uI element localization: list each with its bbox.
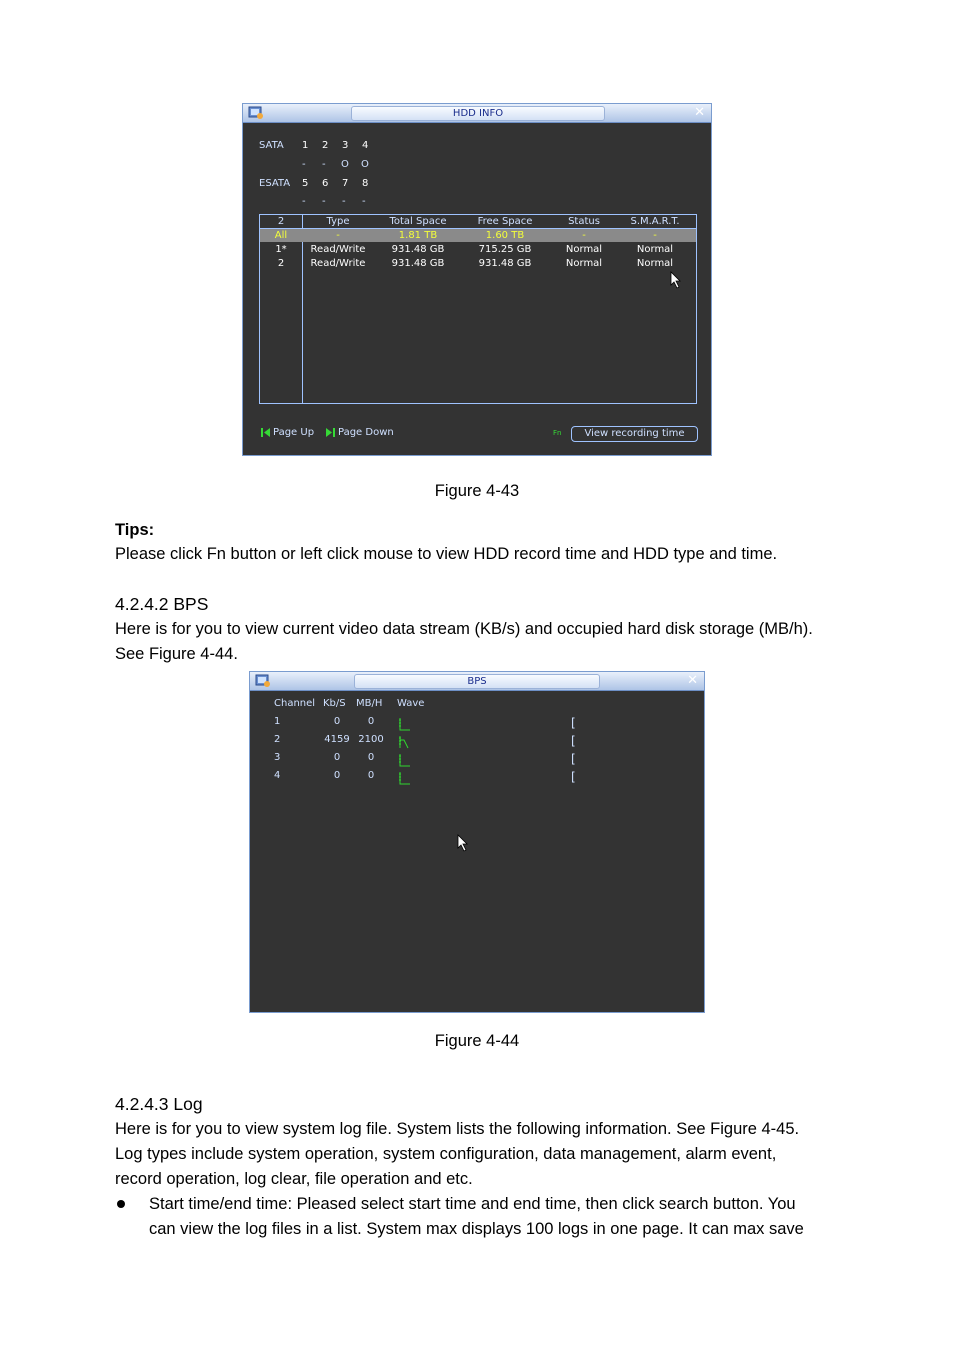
list-item — [250, 716, 706, 732]
bracket-marker: [ — [571, 770, 576, 784]
table-header — [260, 215, 696, 229]
esata-status-6: - — [322, 196, 326, 207]
tips-heading: Tips: — [115, 521, 155, 539]
wave-graph — [398, 770, 412, 786]
wave-graph — [398, 734, 412, 750]
view-recording-time-button[interactable]: View recording time — [571, 426, 698, 442]
esata-status-5: - — [302, 196, 306, 207]
paragraph: Log types include system operation, system configuration, data management, alarm event, — [115, 1145, 777, 1163]
channel-number: 2 — [274, 734, 281, 745]
header-smart: S.M.A.R.T. — [630, 216, 680, 227]
bullet-icon — [117, 1200, 125, 1208]
mbh-value: 0 — [367, 770, 375, 781]
kbs-value: 0 — [333, 770, 341, 781]
cell-free-space: 931.48 GB — [478, 258, 532, 269]
page-down-label[interactable]: Page Down — [338, 427, 394, 438]
title-bar[interactable] — [250, 672, 704, 691]
cell-disk: 1* — [275, 244, 287, 255]
cell-free-space: 1.60 TB — [485, 230, 525, 241]
bullet-text: Start time/end time: Pleased select start time and end time, then click search button. You — [149, 1195, 796, 1213]
close-icon[interactable]: ✕ — [687, 673, 698, 688]
mouse-cursor-icon — [457, 834, 469, 852]
cell-smart: Normal — [636, 258, 674, 269]
sata-port-3: 3 — [342, 140, 349, 151]
app-logo-icon — [248, 105, 264, 120]
hdd-table — [259, 214, 697, 404]
header-free-space: Free Space — [477, 216, 533, 227]
list-item — [250, 752, 706, 768]
header-channel: Channel — [274, 698, 316, 709]
table-row[interactable] — [260, 229, 696, 242]
cell-type: Read/Write — [310, 258, 366, 269]
cell-total-space: 1.81 TB — [398, 230, 438, 241]
esata-status-7: - — [342, 196, 346, 207]
close-icon[interactable]: ✕ — [694, 105, 705, 120]
paragraph: Here is for you to view current video data stream (KB/s) and occupied hard disk storage (MB/h). — [115, 620, 813, 638]
window-title: HDD INFO — [351, 106, 605, 121]
cell-free-space: 715.25 GB — [478, 244, 532, 255]
cell-type: Read/Write — [310, 244, 366, 255]
paragraph: record operation, log clear, file operation and etc. — [115, 1170, 473, 1188]
esata-port-8: 8 — [362, 178, 369, 189]
cell-smart: Normal — [636, 244, 674, 255]
cell-status: Normal — [565, 258, 603, 269]
paragraph: Here is for you to view system log file. System lists the following information. See Figure 4-45. — [115, 1120, 800, 1138]
table-row[interactable] — [260, 243, 696, 256]
esata-port-7: 7 — [342, 178, 349, 189]
fn-label: Fn — [553, 429, 562, 437]
cell-status: - — [582, 230, 586, 241]
esata-port-5: 5 — [302, 178, 309, 189]
mouse-cursor-icon — [670, 271, 682, 289]
cell-status: Normal — [565, 244, 603, 255]
page-down-icon[interactable] — [325, 428, 335, 437]
page-up-icon[interactable] — [261, 428, 271, 437]
header-disk-count: 2 — [277, 216, 285, 227]
sata-status-2: - — [322, 159, 326, 170]
kbs-value: 0 — [333, 752, 341, 763]
list-item — [250, 770, 706, 786]
page-up-label[interactable]: Page Up — [273, 427, 315, 438]
list-item — [250, 734, 706, 750]
esata-port-6: 6 — [322, 178, 329, 189]
header-type: Type — [326, 216, 350, 227]
section-heading: 4.2.4.2 BPS — [115, 594, 209, 614]
cell-type: - — [336, 230, 340, 241]
header-wave: Wave — [397, 698, 425, 709]
header-status: Status — [568, 216, 600, 227]
kbs-value: 4159 — [324, 734, 350, 745]
app-logo-icon — [255, 673, 271, 688]
header-kbs: Kb/S — [323, 698, 346, 709]
esata-status-8: - — [362, 196, 366, 207]
bracket-marker: [ — [571, 716, 576, 730]
window-title: BPS — [354, 674, 600, 689]
figure-caption: Figure 4-44 — [434, 1032, 520, 1050]
cell-disk: All — [274, 230, 288, 241]
channel-number: 4 — [274, 770, 281, 781]
paragraph: See Figure 4-44. — [115, 645, 238, 663]
mbh-value: 0 — [367, 752, 375, 763]
header-mbh: MB/H — [356, 698, 383, 709]
bullet-text: can view the log files in a list. System max displays 100 logs in one page. It can max save — [149, 1220, 804, 1238]
hdd-info-window — [242, 103, 712, 456]
table-row[interactable] — [260, 257, 696, 270]
sata-port-1: 1 — [302, 140, 309, 151]
cell-total-space: 931.48 GB — [391, 244, 445, 255]
esata-label: ESATA — [259, 178, 291, 189]
bracket-marker: [ — [571, 752, 576, 766]
title-bar[interactable] — [243, 104, 711, 123]
channel-number: 3 — [274, 752, 281, 763]
sata-status-1: - — [302, 159, 306, 170]
figure-caption: Figure 4-43 — [434, 482, 520, 500]
cell-smart: - — [653, 230, 657, 241]
header-total-space: Total Space — [389, 216, 447, 227]
sata-status-3[interactable]: O — [341, 159, 349, 170]
bps-window — [249, 671, 705, 1013]
sata-port-4: 4 — [362, 140, 369, 151]
mbh-value: 0 — [367, 716, 375, 727]
mbh-value: 2100 — [358, 734, 384, 745]
sata-port-2: 2 — [322, 140, 329, 151]
cell-total-space: 931.48 GB — [391, 258, 445, 269]
cell-disk: 2 — [277, 258, 285, 269]
sata-status-4[interactable]: O — [361, 159, 369, 170]
wave-graph — [398, 752, 412, 768]
channel-number: 1 — [274, 716, 281, 727]
wave-graph — [398, 716, 412, 732]
kbs-value: 0 — [333, 716, 341, 727]
section-heading: 4.2.4.3 Log — [115, 1094, 203, 1114]
tips-text: Please click Fn button or left click mouse to view HDD record time and HDD type and time. — [115, 545, 778, 563]
sata-label: SATA — [259, 140, 284, 151]
bracket-marker: [ — [571, 734, 576, 748]
